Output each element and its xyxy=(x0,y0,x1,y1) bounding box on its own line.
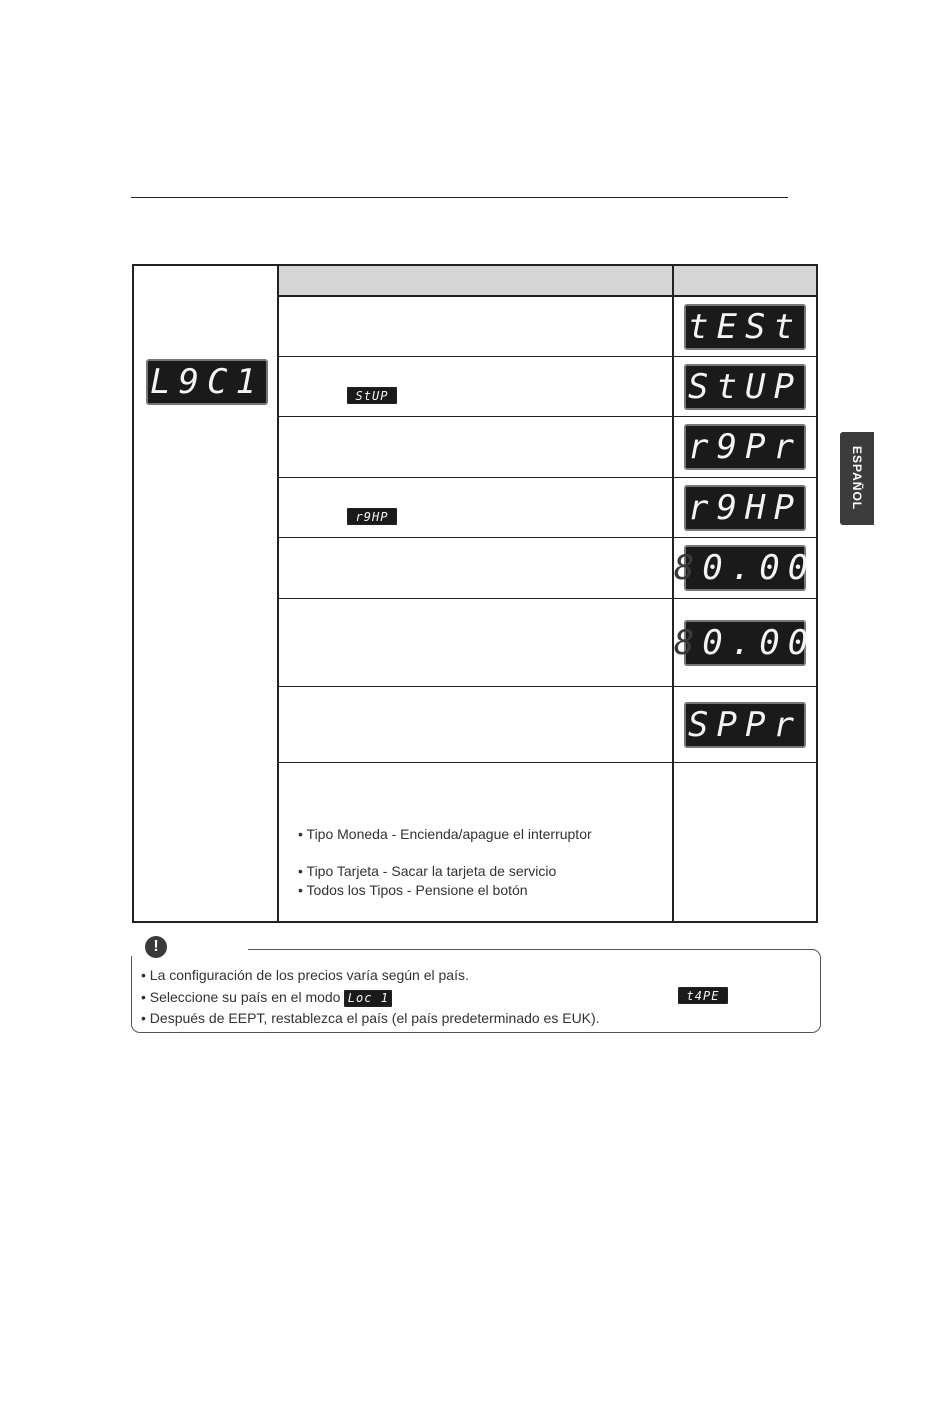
table-row xyxy=(279,297,816,357)
segment-display xyxy=(684,304,806,350)
segment-display-value: tESt xyxy=(688,306,802,347)
warning-icon: ! xyxy=(145,936,167,958)
inline-segment-code: Loc 1 xyxy=(344,990,392,1007)
segment-display-value: 0.00 xyxy=(702,548,817,588)
segment-display: 8 0.00 xyxy=(684,620,806,666)
exit-instructions xyxy=(298,825,592,900)
mode-column xyxy=(134,266,279,921)
segment-display-value: r9Pr xyxy=(688,427,802,467)
language-tab xyxy=(840,432,874,525)
segment-display-value: StUP xyxy=(688,366,802,407)
table-row xyxy=(279,478,816,538)
segment-display-value: r9HP xyxy=(688,487,802,528)
language-tab-label: ESPAÑOL xyxy=(850,446,864,511)
table-row xyxy=(279,599,816,687)
table-row xyxy=(279,763,816,921)
bullet-card-type: • Tipo Tarjeta - Sacar la tarjeta de servicio xyxy=(298,863,557,879)
note-text xyxy=(141,965,600,1030)
main-segment-display xyxy=(146,359,268,405)
table-row xyxy=(279,538,816,599)
segment-display xyxy=(684,702,806,748)
table-header xyxy=(279,266,816,297)
note-line: • Seleccione su país en el modo Loc 1 xyxy=(141,987,600,1009)
header-rule xyxy=(131,197,788,198)
segment-display-value: SPPr xyxy=(688,704,802,745)
segment-display xyxy=(684,485,806,531)
note-line: • Después de EEPT, restablezca el país (el país predeterminado es EUK). xyxy=(141,1010,600,1026)
main-display-code: L9C1 xyxy=(150,362,264,402)
segment-display: 8 0.00 xyxy=(684,545,806,591)
inline-segment-code: t4PE xyxy=(678,987,728,1004)
inline-segment-code: r9HP xyxy=(347,508,397,525)
table-row xyxy=(279,687,816,763)
segment-display xyxy=(684,424,806,470)
table-row xyxy=(279,357,816,417)
table-row xyxy=(279,417,816,478)
bullet-coin-type: • Tipo Moneda - Encienda/apague el interruptor xyxy=(298,826,592,842)
note-line: • La configuración de los precios varía según el país. xyxy=(141,967,469,983)
service-table xyxy=(132,264,818,923)
segment-display xyxy=(684,364,806,410)
inline-segment-code: StUP xyxy=(347,387,397,404)
segment-display-value: 0.00 xyxy=(702,622,817,663)
bullet-all-types: • Todos los Tipos - Pensione el botón xyxy=(298,882,528,898)
